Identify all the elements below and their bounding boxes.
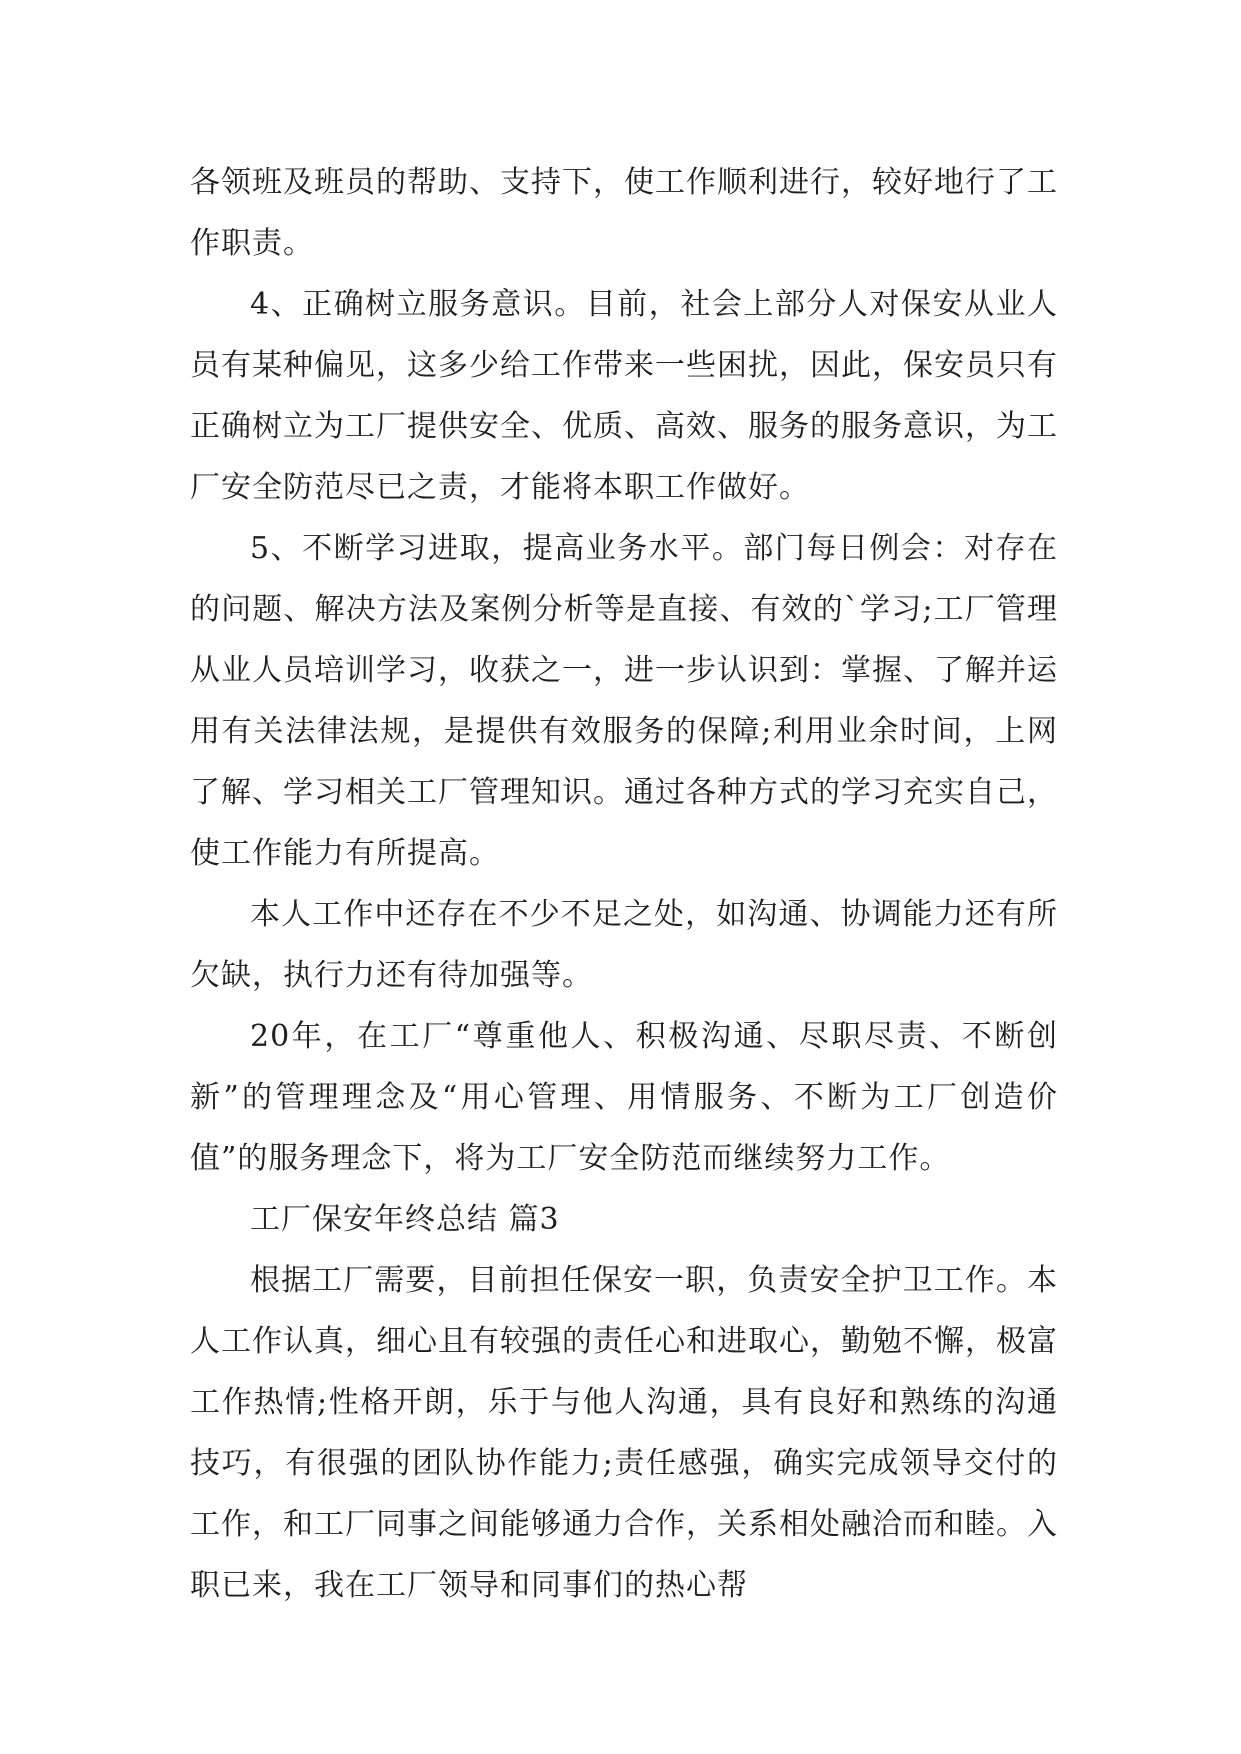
paragraph-continuation: 各领班及班员的帮助、支持下，使工作顺利进行，较好地行了工作职责。 xyxy=(190,165,1058,261)
paragraph-introduction: 根据工厂需要，目前担任保安一职，负责安全护卫工作。本人工作认真，细心且有较强的责任心和进取心，勤勉不懈，极富工作热情;性格开朗，乐于与他人沟通，具有良好和熟练的沟通技巧，有很强的团队协作能力;责任感强，确实完成领导交付的工作，和工厂同事之间能够通力合作，关系相处融洽而和睦。入职已来，我在工厂领导和同事们的热心帮 xyxy=(190,1263,1058,1603)
document-body xyxy=(190,152,1058,1616)
paragraph-continuous-learning: 5、不断学习进取，提高业务水平。部门每日例会：对存在的问题、解决方法及案例分析等是直接、有效的`学习;工厂管理从业人员培训学习，收获之一，进一步认识到：掌握、了解并运用有关法律法规，是提供有效服务的保障;利用业余时间，上网了解、学习相关工厂管理知识。通过各种方式的学习充实自己，使工作能力有所提高。 xyxy=(190,531,1058,871)
section-heading: 工厂保安年终总结 篇3 xyxy=(250,1202,560,1237)
paragraph-shortcomings: 本人工作中还存在不少不足之处，如沟通、协调能力还有所欠缺，执行力还有待加强等。 xyxy=(190,897,1058,993)
paragraph-service-awareness: 4、正确树立服务意识。目前，社会上部分人对保安从业人员有某种偏见，这多少给工作带来一些困扰，因此，保安员只有正确树立为工厂提供安全、优质、高效、服务的服务意识，为工厂安全防范尽已之责，才能将本职工作做好。 xyxy=(190,287,1058,505)
paragraph-outlook: 20年，在工厂“尊重他人、积极沟通、尽职尽责、不断创新”的管理理念及“用心管理、用情服务、不断为工厂创造价值”的服务理念下，将为工厂安全防范而继续努力工作。 xyxy=(190,1019,1058,1176)
